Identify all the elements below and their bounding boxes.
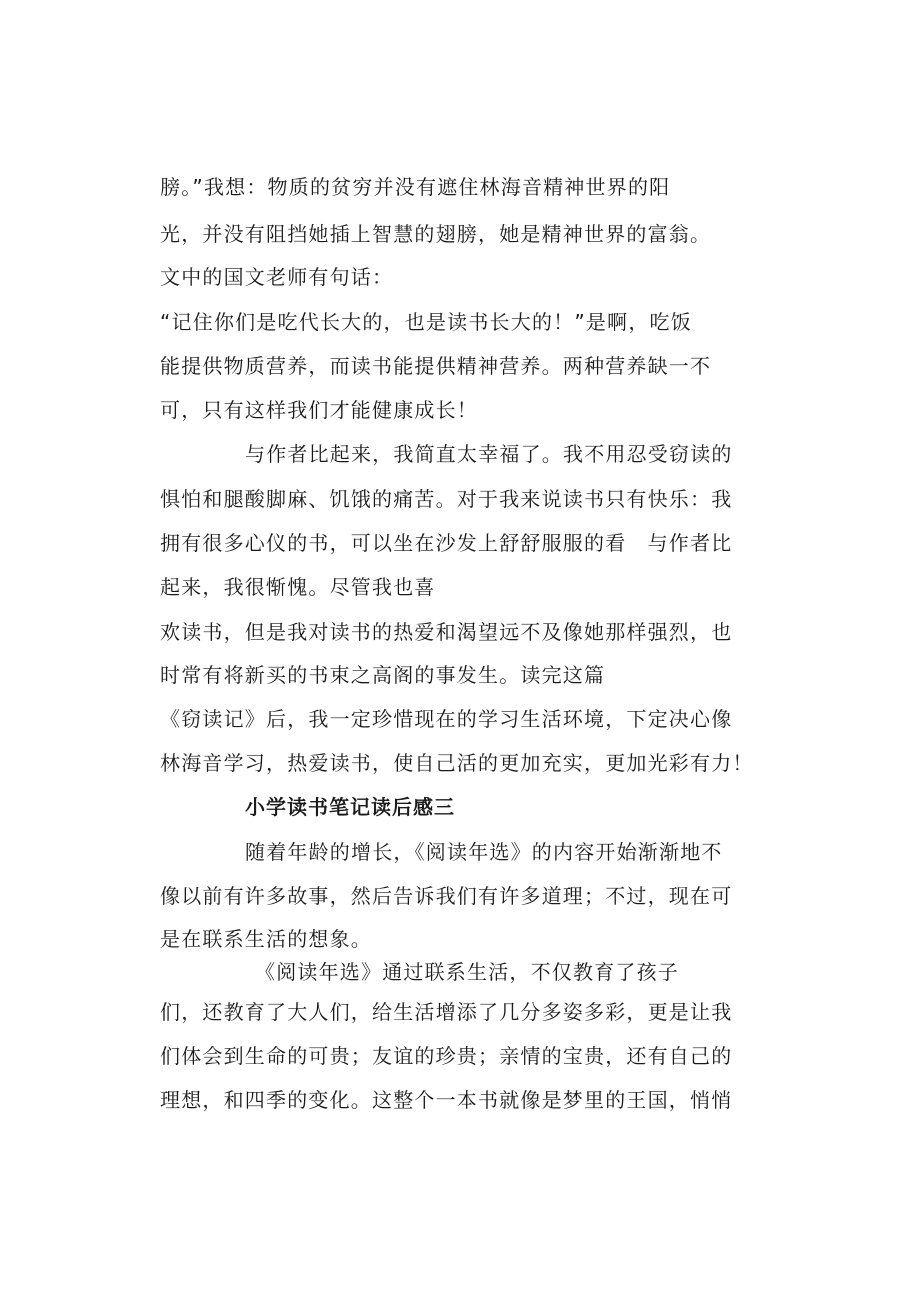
text-line: 《窃读记》后，我一定珍惜现在的学习生活环境，下定决心像 <box>160 707 733 731</box>
text-line: 文中的国文老师有句话： <box>160 265 394 289</box>
paragraph-first-line: 《阅读年选》通过联系生活，不仅教育了孩子 <box>255 960 679 984</box>
text-line: 起来，我很惭愧。尽管我也喜 <box>160 575 436 599</box>
paragraph-first-line: 与作者比起来，我简直太幸福了。我不用忍受窃读的 <box>245 442 733 466</box>
text-line: 像以前有许多故事，然后告诉我们有许多道理；不过，现在可 <box>160 884 733 908</box>
text-line: 时常有将新买的书束之高阁的事发生。读完这篇 <box>160 663 606 687</box>
text-line: 能提供物质营养，而读书能提供精神营养。两种营养缺一不 <box>160 354 712 378</box>
text-line: 惧怕和腿酸脚麻、饥饿的痛苦。对于我来说读书只有快乐：我 <box>160 487 733 511</box>
text-line: 膀。”我想：物质的贫穷并没有遮住林海音精神世界的阳 <box>160 175 671 199</box>
paragraph-first-line: 随着年龄的增长，《阅读年选》的内容开始渐渐地不 <box>245 840 723 864</box>
text-line: 欢读书，但是我对读书的热爱和渴望远不及像她那样强烈，也 <box>160 620 733 644</box>
text-line: 光，并没有阻挡她插上智慧的翅膀，她是精神世界的富翁。 <box>160 222 712 246</box>
text-line: 们，还教育了大人们，给生活增添了几分多姿多彩，更是让我 <box>160 1000 733 1024</box>
text-line: 林海音学习，热爱读书，使自己活的更加充实，更加光彩有力！ <box>160 751 754 775</box>
text-line: 拥有很多心仪的书，可以坐在沙发上舒舒服服的看 与作者比 <box>160 531 733 555</box>
text-line: 们体会到生命的可贵；友谊的珍贵；亲情的宝贵，还有自己的 <box>160 1044 733 1068</box>
section-heading: 小学读书笔记读后感三 <box>245 795 455 819</box>
text-line: “记住你们是吃代长大的，也是读书长大的！”是啊，吃饭 <box>160 310 692 334</box>
text-line: 可，只有这样我们才能健康成长！ <box>160 398 478 422</box>
text-line: 理想，和四季的变化。这整个一本书就像是梦里的王国，悄悄 <box>160 1088 733 1112</box>
text-line: 是在联系生活的想象。 <box>160 927 372 951</box>
